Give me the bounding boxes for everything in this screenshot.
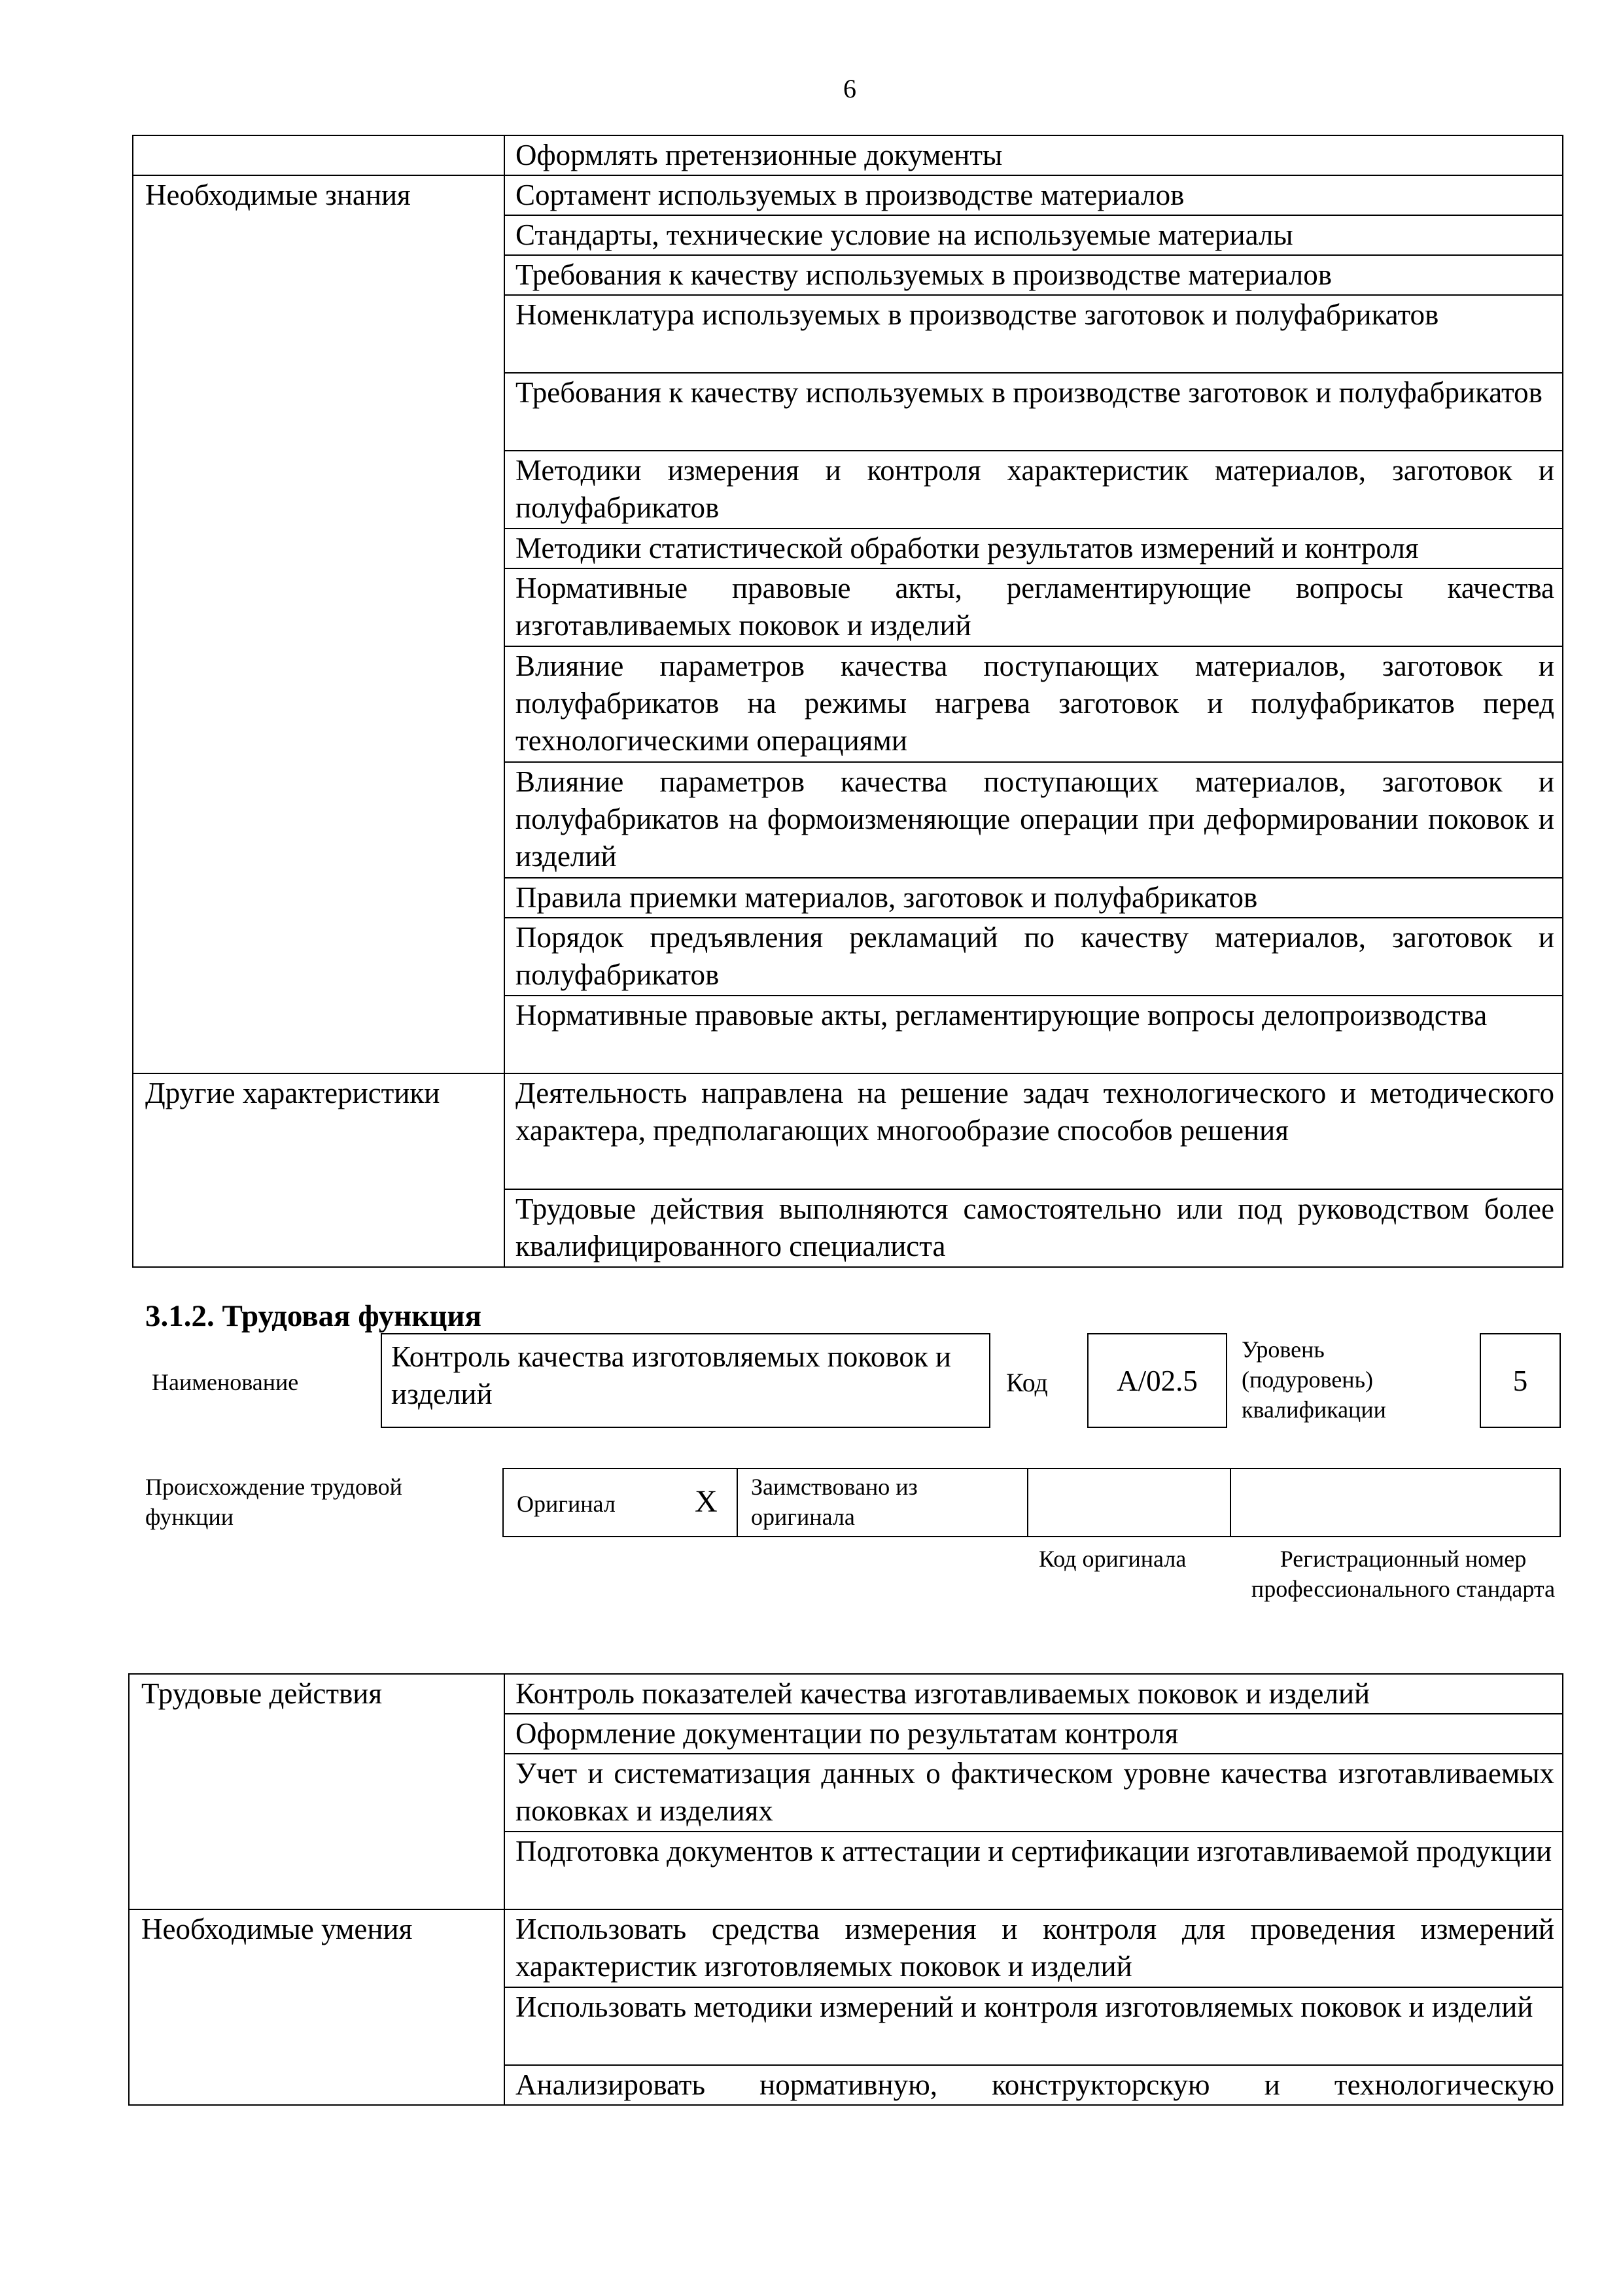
table-cell: Контроль показателей качества изготавливаемых поковок и изделий	[504, 1674, 1563, 1714]
code-label: Код	[1006, 1368, 1048, 1397]
row-label	[133, 135, 504, 175]
table-cell: Сортамент используемых в производстве материалов	[504, 175, 1563, 215]
table-cell: Использовать средства измерения и контроля для проведения измерений характеристик изготовляемых поковок и изделий	[504, 1909, 1563, 1987]
code-value: A/02.5	[1117, 1364, 1198, 1397]
table-row	[133, 135, 1563, 175]
name-label: Наименование	[152, 1369, 299, 1395]
origin-label: Происхождение трудовой функции	[145, 1474, 402, 1530]
table-cell: Оформлять претензионные документы	[504, 135, 1563, 175]
section-heading: 3.1.2. Трудовая функция	[145, 1299, 481, 1333]
row-label-skills: Необходимые умения	[129, 1909, 504, 2105]
table-cell: Влияние параметров качества поступающих материалов, заготовок и полуфабрикатов на формоизменяющие операции при деформировании поковок и изделий	[504, 762, 1563, 878]
table-row	[133, 1073, 1563, 1189]
function-name-box	[381, 1333, 990, 1428]
page-number: 6	[843, 74, 856, 103]
table-cell: Трудовые действия выполняются самостоятельно или под руководством более квалифицированного специалиста	[504, 1189, 1563, 1267]
original-mark: X	[695, 1484, 718, 1519]
divider	[737, 1469, 738, 1536]
level-label: Уровень (подуровень) квалификации	[1242, 1336, 1386, 1423]
origin-box	[502, 1468, 1561, 1537]
row-label-knowledge: Необходимые знания	[133, 175, 504, 1073]
row-label-other: Другие характеристики	[133, 1073, 504, 1267]
borrowed-label: Заимствовано из оригинала	[751, 1474, 918, 1530]
level-box	[1480, 1333, 1561, 1428]
table-row	[133, 175, 1563, 215]
code-original-caption: Код оригинала	[1039, 1546, 1187, 1572]
table-cell: Требования к качеству используемых в производстве заготовок и полуфабрикатов	[504, 373, 1563, 451]
table-cell: Нормативные правовые акты, регламентирующие вопросы качества изготавливаемых поковок и изделий	[504, 568, 1563, 646]
table-cell: Анализировать нормативную, конструкторскую и технологическую	[504, 2065, 1563, 2105]
table-cell: Стандарты, технические условие на используемые материалы	[504, 215, 1563, 255]
table-cell: Методики измерения и контроля характеристик материалов, заготовок и полуфабрикатов	[504, 451, 1563, 529]
reg-number-caption: Регистрационный номер профессионального стандарта	[1251, 1546, 1556, 1602]
table-row	[129, 1674, 1563, 1714]
actions-table	[128, 1673, 1563, 2106]
table-cell: Нормативные правовые акты, регламентирующие вопросы делопроизводства	[504, 996, 1563, 1073]
code-box	[1087, 1333, 1227, 1428]
table-cell: Влияние параметров качества поступающих материалов, заготовок и полуфабрикатов на режимы нагрева заготовок и полуфабрикатов перед технологическими операциями	[504, 646, 1563, 762]
divider	[1027, 1469, 1028, 1536]
table-cell: Подготовка документов к аттестации и сертификации изготавливаемой продукции	[504, 1832, 1563, 1909]
table-cell: Оформление документации по результатам контроля	[504, 1714, 1563, 1754]
table-cell: Деятельность направлена на решение задач технологического и методического характера, предполагающих многообразие способов решения	[504, 1073, 1563, 1189]
table-row	[129, 1909, 1563, 1987]
level-value: 5	[1512, 1364, 1528, 1397]
table-cell: Учет и систематизация данных о фактическом уровне качества изготавливаемых поковках и изделиях	[504, 1754, 1563, 1832]
function-name: Контроль качества изготовляемых поковок и изделий	[391, 1340, 952, 1410]
table-cell: Порядок предъявления рекламаций по качеству материалов, заготовок и полуфабрикатов	[504, 918, 1563, 996]
divider	[1230, 1469, 1231, 1536]
table-cell: Правила приемки материалов, заготовок и полуфабрикатов	[504, 878, 1563, 918]
original-label: Оригинал	[517, 1491, 616, 1517]
table-cell: Номенклатура используемых в производстве заготовок и полуфабрикатов	[504, 295, 1563, 373]
table-cell: Требования к качеству используемых в производстве материалов	[504, 255, 1563, 295]
table-cell: Использовать методики измерений и контроля изготовляемых поковок и изделий	[504, 1987, 1563, 2065]
knowledge-table	[132, 135, 1563, 1268]
row-label-actions: Трудовые действия	[129, 1674, 504, 1909]
table-cell: Методики статистической обработки результатов измерений и контроля	[504, 529, 1563, 568]
